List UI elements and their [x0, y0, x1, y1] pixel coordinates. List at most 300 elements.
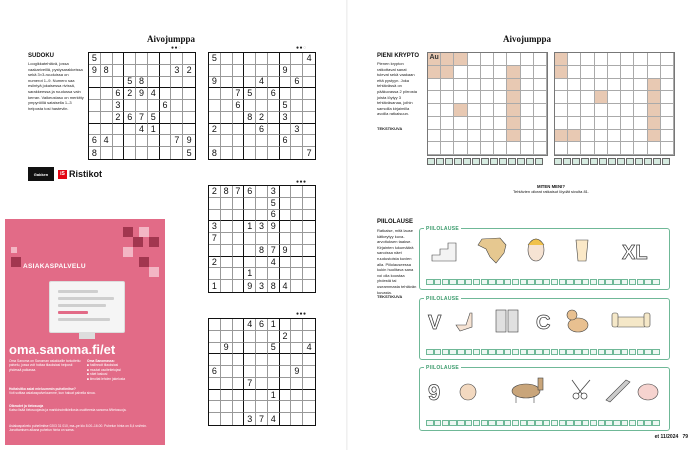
sudoku-cell[interactable] [233, 147, 245, 159]
krypto-cell[interactable] [661, 53, 674, 66]
sudoku-cell[interactable] [221, 100, 233, 112]
sudoku-cell[interactable] [221, 147, 233, 159]
krypto-cell[interactable] [441, 130, 454, 143]
sudoku-cell[interactable] [113, 77, 125, 89]
ad-url-link[interactable]: oma.sanoma.fi/et [9, 342, 116, 357]
sudoku-cell[interactable] [209, 112, 221, 124]
krypto-cell[interactable] [568, 91, 581, 104]
sudoku-cell[interactable] [183, 88, 195, 100]
sudoku-cell[interactable] [303, 378, 315, 390]
krypto-cell[interactable] [441, 66, 454, 79]
answer-box[interactable] [563, 158, 571, 165]
sudoku-cell[interactable] [221, 198, 233, 210]
sudoku-cell[interactable] [233, 413, 245, 425]
krypto-cell[interactable] [454, 142, 467, 155]
piilolause-letter-box[interactable] [644, 349, 652, 355]
sudoku-cell[interactable] [303, 135, 315, 147]
krypto-cell[interactable] [481, 79, 494, 92]
sudoku-cell[interactable] [233, 135, 245, 147]
piilolause-letter-box[interactable] [559, 420, 567, 426]
piilolause-letter-box[interactable] [512, 279, 520, 285]
krypto-cell[interactable] [441, 91, 454, 104]
krypto-cell[interactable] [534, 104, 547, 117]
krypto-cell[interactable] [608, 79, 621, 92]
krypto-cell[interactable] [634, 91, 647, 104]
sudoku-cell[interactable] [291, 319, 303, 331]
sudoku-cell[interactable] [221, 280, 233, 292]
sudoku-cell[interactable] [101, 88, 113, 100]
sudoku-cell[interactable] [209, 88, 221, 100]
krypto-cell[interactable] [621, 117, 634, 130]
piilolause-letter-box[interactable] [504, 349, 512, 355]
krypto-cell[interactable] [568, 142, 581, 155]
sudoku-cell[interactable] [303, 198, 315, 210]
answer-box[interactable] [481, 158, 489, 165]
krypto-cell[interactable] [481, 142, 494, 155]
krypto-cell[interactable] [521, 104, 534, 117]
sudoku-cell[interactable] [244, 147, 256, 159]
sudoku-cell[interactable] [101, 147, 113, 159]
sudoku-cell[interactable] [171, 124, 183, 136]
krypto-cell[interactable] [468, 104, 481, 117]
answer-box[interactable] [535, 158, 543, 165]
krypto-cell[interactable] [481, 104, 494, 117]
sudoku-cell[interactable] [256, 331, 268, 343]
sudoku-cell[interactable] [221, 124, 233, 136]
sudoku-cell[interactable] [280, 378, 292, 390]
sudoku-cell[interactable] [244, 343, 256, 355]
sudoku-cell[interactable] [160, 88, 172, 100]
piilolause-letter-box[interactable] [652, 420, 660, 426]
krypto-cell[interactable] [507, 142, 520, 155]
sudoku-cell[interactable] [221, 77, 233, 89]
krypto-cell[interactable] [454, 53, 467, 66]
krypto-cell[interactable] [468, 117, 481, 130]
krypto-cell[interactable] [661, 91, 674, 104]
sudoku-cell[interactable] [209, 268, 221, 280]
sudoku-cell[interactable] [256, 390, 268, 402]
answer-box[interactable] [590, 158, 598, 165]
krypto-cell[interactable] [595, 66, 608, 79]
krypto-cell[interactable] [521, 91, 534, 104]
krypto-cell[interactable] [481, 117, 494, 130]
sudoku-cell[interactable] [209, 331, 221, 343]
sudoku-cell[interactable] [256, 210, 268, 222]
sudoku-cell[interactable] [256, 100, 268, 112]
sudoku-cell[interactable] [233, 401, 245, 413]
krypto-cell[interactable] [595, 130, 608, 143]
sudoku-cell[interactable] [268, 53, 280, 65]
piilolause-letter-box[interactable] [637, 420, 645, 426]
sudoku-cell[interactable] [160, 53, 172, 65]
sudoku-cell[interactable] [303, 77, 315, 89]
sudoku-cell[interactable] [268, 331, 280, 343]
krypto-cell[interactable] [555, 53, 568, 66]
answer-box[interactable] [463, 158, 471, 165]
sudoku-cell[interactable] [221, 366, 233, 378]
krypto-cell[interactable] [494, 142, 507, 155]
krypto-cell[interactable] [595, 104, 608, 117]
sudoku-cell[interactable] [233, 245, 245, 257]
sudoku-cell[interactable] [291, 378, 303, 390]
sudoku-cell[interactable] [233, 53, 245, 65]
answer-box[interactable] [617, 158, 625, 165]
krypto-cell[interactable] [534, 79, 547, 92]
piilolause-letter-box[interactable] [590, 279, 598, 285]
answer-box[interactable] [508, 158, 516, 165]
sudoku-cell[interactable] [291, 135, 303, 147]
sudoku-cell[interactable] [233, 343, 245, 355]
answer-box[interactable] [445, 158, 453, 165]
piilolause-letter-box[interactable] [598, 420, 606, 426]
sudoku-cell[interactable] [244, 53, 256, 65]
krypto-cell[interactable] [581, 117, 594, 130]
piilolause-letter-box[interactable] [535, 349, 543, 355]
krypto-cell[interactable] [534, 53, 547, 66]
sudoku-cell[interactable] [303, 112, 315, 124]
sudoku-cell[interactable] [101, 112, 113, 124]
krypto-cell[interactable] [521, 53, 534, 66]
krypto-cell[interactable] [468, 142, 481, 155]
piilolause-letter-box[interactable] [613, 420, 621, 426]
sudoku-cell[interactable] [268, 100, 280, 112]
sudoku-cell[interactable] [303, 100, 315, 112]
sudoku-cell[interactable] [160, 77, 172, 89]
sudoku-cell[interactable] [268, 354, 280, 366]
krypto-cell[interactable] [595, 79, 608, 92]
sudoku-cell[interactable] [136, 53, 148, 65]
sudoku-cell[interactable] [136, 135, 148, 147]
sudoku-cell[interactable] [303, 257, 315, 269]
piilolause-letter-box[interactable] [449, 279, 457, 285]
sudoku-cell[interactable] [89, 112, 101, 124]
answer-box[interactable] [554, 158, 562, 165]
piilolause-letter-box[interactable] [442, 420, 450, 426]
answer-box[interactable] [436, 158, 444, 165]
sudoku-cell[interactable] [256, 268, 268, 280]
krypto-cell[interactable] [428, 142, 441, 155]
sudoku-cell[interactable] [183, 112, 195, 124]
sudoku-cell[interactable] [221, 210, 233, 222]
sudoku-cell[interactable] [303, 186, 315, 198]
sudoku-cell[interactable] [303, 221, 315, 233]
krypto-cell[interactable] [661, 117, 674, 130]
krypto-cell[interactable] [428, 53, 441, 66]
piilolause-letter-box[interactable] [426, 420, 434, 426]
sudoku-cell[interactable] [303, 390, 315, 402]
krypto-cell[interactable] [454, 79, 467, 92]
piilolause-letter-box[interactable] [590, 420, 598, 426]
sudoku-cell[interactable] [280, 354, 292, 366]
krypto-cell[interactable] [634, 104, 647, 117]
krypto-cell[interactable] [581, 53, 594, 66]
sudoku-cell[interactable] [160, 124, 172, 136]
krypto-cell[interactable] [507, 117, 520, 130]
sudoku-cell[interactable] [89, 100, 101, 112]
krypto-cell[interactable] [555, 104, 568, 117]
krypto-cell[interactable] [648, 79, 661, 92]
piilolause-letter-box[interactable] [496, 420, 504, 426]
sudoku-cell[interactable] [291, 413, 303, 425]
sudoku-cell[interactable] [256, 233, 268, 245]
sudoku-cell[interactable] [221, 233, 233, 245]
piilolause-letter-box[interactable] [473, 279, 481, 285]
krypto-cell[interactable] [581, 91, 594, 104]
sudoku-cell[interactable] [89, 77, 101, 89]
answer-box[interactable] [581, 158, 589, 165]
krypto-cell[interactable] [634, 130, 647, 143]
krypto-cell[interactable] [555, 142, 568, 155]
krypto-cell[interactable] [494, 79, 507, 92]
piilolause-letter-box[interactable] [598, 279, 606, 285]
sudoku-cell[interactable] [268, 378, 280, 390]
krypto-cell[interactable] [648, 130, 661, 143]
piilolause-letter-box[interactable] [574, 349, 582, 355]
krypto-cell[interactable] [595, 91, 608, 104]
krypto-cell[interactable] [441, 142, 454, 155]
sudoku-cell[interactable] [268, 77, 280, 89]
piilolause-letter-box[interactable] [527, 349, 535, 355]
sudoku-cell[interactable] [303, 65, 315, 77]
piilolause-letter-box[interactable] [449, 349, 457, 355]
sudoku-cell[interactable] [268, 268, 280, 280]
sudoku-cell[interactable] [303, 245, 315, 257]
piilolause-letter-box[interactable] [629, 279, 637, 285]
piilolause-letter-box[interactable] [488, 349, 496, 355]
krypto-cell[interactable] [661, 104, 674, 117]
sudoku-cell[interactable] [209, 210, 221, 222]
krypto-cell[interactable] [468, 66, 481, 79]
krypto-cell[interactable] [494, 66, 507, 79]
piilolause-letter-box[interactable] [582, 279, 590, 285]
sudoku-cell[interactable] [280, 233, 292, 245]
sudoku-cell[interactable] [233, 268, 245, 280]
answer-box[interactable] [427, 158, 435, 165]
krypto-cell[interactable] [621, 104, 634, 117]
krypto-cell[interactable] [468, 130, 481, 143]
sudoku-cell[interactable] [256, 198, 268, 210]
sudoku-cell[interactable] [256, 343, 268, 355]
piilolause-letter-box[interactable] [652, 279, 660, 285]
sudoku-cell[interactable] [256, 53, 268, 65]
krypto-cell[interactable] [568, 104, 581, 117]
krypto-cell[interactable] [481, 91, 494, 104]
piilolause-letter-box[interactable] [481, 279, 489, 285]
krypto-cell[interactable] [534, 117, 547, 130]
sudoku-cell[interactable] [113, 147, 125, 159]
sudoku-cell[interactable] [233, 198, 245, 210]
krypto-cell[interactable] [454, 117, 467, 130]
piilolause-letter-box[interactable] [512, 349, 520, 355]
piilolause-letter-box[interactable] [442, 349, 450, 355]
krypto-cell[interactable] [534, 66, 547, 79]
answer-box[interactable] [499, 158, 507, 165]
krypto-cell[interactable] [468, 53, 481, 66]
sudoku-cell[interactable] [280, 124, 292, 136]
krypto-cell[interactable] [507, 79, 520, 92]
sudoku-cell[interactable] [148, 65, 160, 77]
krypto-cell[interactable] [595, 53, 608, 66]
krypto-cell[interactable] [621, 66, 634, 79]
krypto-cell[interactable] [555, 117, 568, 130]
krypto-cell[interactable] [468, 79, 481, 92]
sudoku-cell[interactable] [233, 210, 245, 222]
krypto-cell[interactable] [494, 91, 507, 104]
sudoku-cell[interactable] [291, 331, 303, 343]
piilolause-letter-box[interactable] [566, 279, 574, 285]
sudoku-cell[interactable] [113, 53, 125, 65]
sudoku-cell[interactable] [233, 319, 245, 331]
sudoku-cell[interactable] [291, 233, 303, 245]
sudoku-cell[interactable] [303, 354, 315, 366]
sudoku-cell[interactable] [268, 233, 280, 245]
piilolause-letter-box[interactable] [426, 349, 434, 355]
krypto-cell[interactable] [621, 130, 634, 143]
sudoku-cell[interactable] [113, 124, 125, 136]
krypto-cell[interactable] [441, 117, 454, 130]
sudoku-cell[interactable] [244, 401, 256, 413]
krypto-cell[interactable] [534, 130, 547, 143]
sudoku-cell[interactable] [256, 147, 268, 159]
sudoku-cell[interactable] [101, 77, 113, 89]
sudoku-cell[interactable] [256, 88, 268, 100]
piilolause-letter-box[interactable] [566, 349, 574, 355]
krypto-cell[interactable] [555, 91, 568, 104]
krypto-cell[interactable] [454, 66, 467, 79]
piilolause-letter-box[interactable] [582, 420, 590, 426]
piilolause-letter-box[interactable] [496, 279, 504, 285]
krypto-cell[interactable] [581, 142, 594, 155]
piilolause-letter-box[interactable] [637, 279, 645, 285]
sudoku-cell[interactable] [244, 65, 256, 77]
sudoku-cell[interactable] [244, 77, 256, 89]
panel-3-answer-grid[interactable] [426, 420, 660, 426]
krypto-cell[interactable] [621, 79, 634, 92]
sudoku-cell[interactable] [280, 210, 292, 222]
sudoku-cell[interactable] [209, 413, 221, 425]
sudoku-cell[interactable] [233, 354, 245, 366]
piilolause-letter-box[interactable] [512, 420, 520, 426]
piilolause-letter-box[interactable] [621, 420, 629, 426]
sudoku-cell[interactable] [268, 366, 280, 378]
sudoku-cell[interactable] [244, 233, 256, 245]
sudoku-cell[interactable] [221, 135, 233, 147]
krypto-cell[interactable] [481, 130, 494, 143]
sudoku-cell[interactable] [209, 245, 221, 257]
krypto-cell[interactable] [507, 53, 520, 66]
krypto-cell[interactable] [507, 130, 520, 143]
sudoku-cell[interactable] [280, 268, 292, 280]
krypto-cell[interactable] [507, 91, 520, 104]
sudoku-cell[interactable] [244, 135, 256, 147]
panel-1-answer-grid[interactable] [426, 279, 660, 285]
sudoku-cell[interactable] [291, 147, 303, 159]
sudoku-cell[interactable] [256, 354, 268, 366]
sudoku-cell[interactable] [291, 354, 303, 366]
sudoku-cell[interactable] [209, 390, 221, 402]
sudoku-cell[interactable] [303, 124, 315, 136]
piilolause-letter-box[interactable] [566, 420, 574, 426]
sudoku-cell[interactable] [280, 401, 292, 413]
sudoku-cell[interactable] [303, 268, 315, 280]
answer-box[interactable] [526, 158, 534, 165]
sudoku-cell[interactable] [89, 124, 101, 136]
sudoku-cell[interactable] [256, 186, 268, 198]
sudoku-cell[interactable] [124, 124, 136, 136]
sudoku-cell[interactable] [268, 135, 280, 147]
piilolause-letter-box[interactable] [621, 349, 629, 355]
sudoku-cell[interactable] [233, 366, 245, 378]
sudoku-cell[interactable] [268, 147, 280, 159]
krypto-cell[interactable] [521, 66, 534, 79]
sudoku-cell[interactable] [89, 88, 101, 100]
piilolause-letter-box[interactable] [605, 279, 613, 285]
piilolause-letter-box[interactable] [457, 279, 465, 285]
sudoku-cell[interactable] [183, 100, 195, 112]
answer-box[interactable] [608, 158, 616, 165]
piilolause-letter-box[interactable] [434, 279, 442, 285]
sudoku-cell[interactable] [209, 343, 221, 355]
sudoku-cell[interactable] [183, 53, 195, 65]
sudoku-cell[interactable] [183, 124, 195, 136]
piilolause-letter-box[interactable] [551, 279, 559, 285]
krypto-cell[interactable] [555, 130, 568, 143]
sudoku-cell[interactable] [136, 65, 148, 77]
krypto-cell[interactable] [428, 79, 441, 92]
sudoku-cell[interactable] [160, 65, 172, 77]
sudoku-cell[interactable] [280, 390, 292, 402]
sudoku-cell[interactable] [244, 331, 256, 343]
krypto-cell[interactable] [608, 66, 621, 79]
sudoku-cell[interactable] [221, 53, 233, 65]
sudoku-cell[interactable] [303, 331, 315, 343]
sudoku-cell[interactable] [233, 221, 245, 233]
answer-box[interactable] [517, 158, 525, 165]
sudoku-cell[interactable] [291, 186, 303, 198]
sudoku-cell[interactable] [291, 268, 303, 280]
sudoku-cell[interactable] [291, 53, 303, 65]
sudoku-cell[interactable] [280, 343, 292, 355]
krypto-cell[interactable] [634, 66, 647, 79]
sudoku-cell[interactable] [221, 88, 233, 100]
sudoku-cell[interactable] [233, 331, 245, 343]
krypto-cell[interactable] [507, 66, 520, 79]
piilolause-letter-box[interactable] [543, 349, 551, 355]
piilolause-letter-box[interactable] [465, 279, 473, 285]
sudoku-cell[interactable] [268, 401, 280, 413]
sudoku-cell[interactable] [280, 257, 292, 269]
krypto-cell[interactable] [648, 91, 661, 104]
krypto-cell[interactable] [454, 130, 467, 143]
piilolause-letter-box[interactable] [637, 349, 645, 355]
sudoku-cell[interactable] [244, 245, 256, 257]
piilolause-letter-box[interactable] [520, 279, 528, 285]
krypto-cell[interactable] [581, 130, 594, 143]
krypto-cell[interactable] [521, 142, 534, 155]
krypto-cell[interactable] [568, 130, 581, 143]
answer-box[interactable] [472, 158, 480, 165]
sudoku-cell[interactable] [171, 77, 183, 89]
krypto-cell[interactable] [608, 130, 621, 143]
krypto-cell[interactable] [608, 117, 621, 130]
krypto-cell[interactable] [634, 117, 647, 130]
krypto-cell[interactable] [441, 79, 454, 92]
sudoku-cell[interactable] [233, 257, 245, 269]
sudoku-cell[interactable] [291, 100, 303, 112]
sudoku-cell[interactable] [209, 401, 221, 413]
sudoku-cell[interactable] [280, 413, 292, 425]
sudoku-cell[interactable] [221, 221, 233, 233]
